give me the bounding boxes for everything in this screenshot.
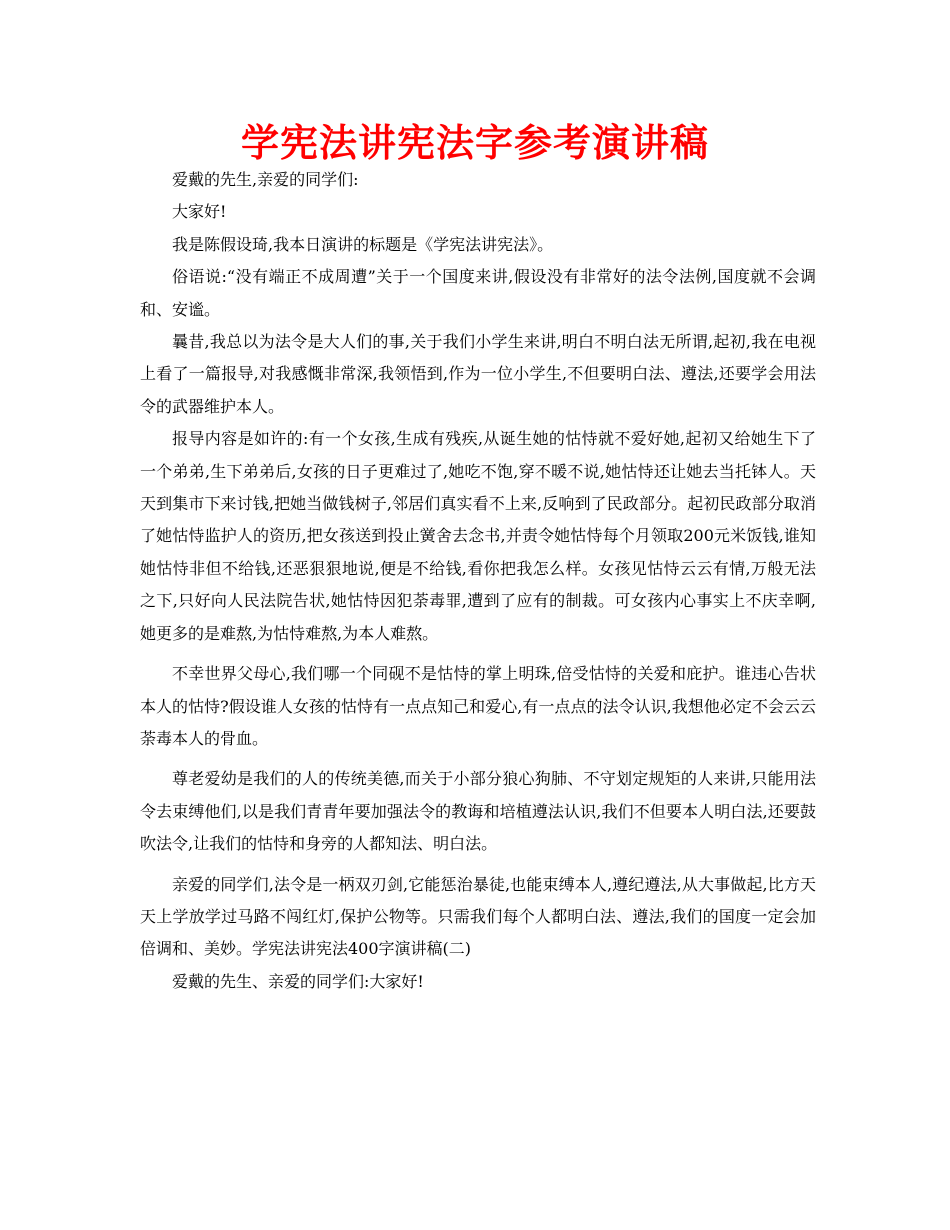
paragraph-report: 报导内容是如许的:有一个女孩,生成有残疾,从诞生她的怙恃就不爱好她,起初又给她生下了一个弟弟,生下弟弟后,女孩的日子更难过了,她吃不饱,穿不暖不说,她怙恃还让她去当托钵人。天天到集市下来讨钱,把她当做钱树子,邻居们真实看不上来,反响到了民政部分。起初民政部分取消了她怙恃监护人的资历,把女孩送到投止黉舍去念书,并责令她怙恃每个月领取200元米饭钱,谁知她怙恃非但不给钱,还恶狠狠地说,便是不给钱,看你把我怎么样。女孩见怙恃云云有情,万般无法之下,只好向人民法院告状,她怙恃因犯荼毒罪,遭到了应有的制裁。可女孩内心事实上不庆幸啊,她更多的是难熬,为怙恃难熬,为本人难熬。: [140, 429, 816, 643]
paragraph-intro: 我是陈假设琦,我本日演讲的标题是《学宪法讲宪法》。: [172, 234, 554, 254]
paragraph-parents: 不幸世界父母心,我们哪一个同砚不是怙恃的掌上明珠,倍受怙恃的关爱和庇护。谁违心告状本人的怙恃?假设谁人女孩的怙恃有一点点知己和爱心,有一点点的法令认识,我想他必定不会云云荼毒本人的骨血。: [140, 664, 816, 748]
paragraph-greeting: 大家好!: [172, 202, 227, 222]
document-body: [140, 164, 816, 998]
paragraph-conclusion: 亲爱的同学们,法令是一柄双刃剑,它能惩治暴徒,也能束缚本人,遵纪遵法,从大事做起,比方天天上学放学过马路不闯红灯,保护公物等。只需我们每个人都明白法、遵法,我们的国度一定会加倍调和、美妙。学宪法讲宪法400字演讲稿(二): [140, 874, 816, 959]
paragraph-realization: 曩昔,我总以为法令是大人们的事,关于我们小学生来讲,明白不明白法无所谓,起初,我在电视上看了一篇报导,对我感慨非常深,我领悟到,作为一位小学生,不但要明白法、遵法,还要学会用法令的武器维护本人。: [140, 332, 816, 416]
paragraph-salutation: 爱戴的先生,亲爱的同学们:: [172, 170, 359, 189]
document-title: 学宪法讲宪法字参考演讲稿: [240, 121, 709, 165]
paragraph-proverb: 俗语说:“没有端正不成周遭”关于一个国度来讲,假设没有非常好的法令法例,国度就不会调和、安谧。: [140, 267, 816, 319]
paragraph-virtue: 尊老爱幼是我们的人的传统美德,而关于小部分狼心狗肺、不守划定规矩的人来讲,只能用法令去束缚他们,以是我们青青年要加强法令的教诲和培植遵法认识,我们不但要本人明白法,还要鼓吹法令,让我们的怙恃和身旁的人都知法、明白法。: [140, 769, 816, 854]
paragraph-second-salutation: 爱戴的先生、亲爱的同学们:大家好!: [172, 971, 424, 991]
